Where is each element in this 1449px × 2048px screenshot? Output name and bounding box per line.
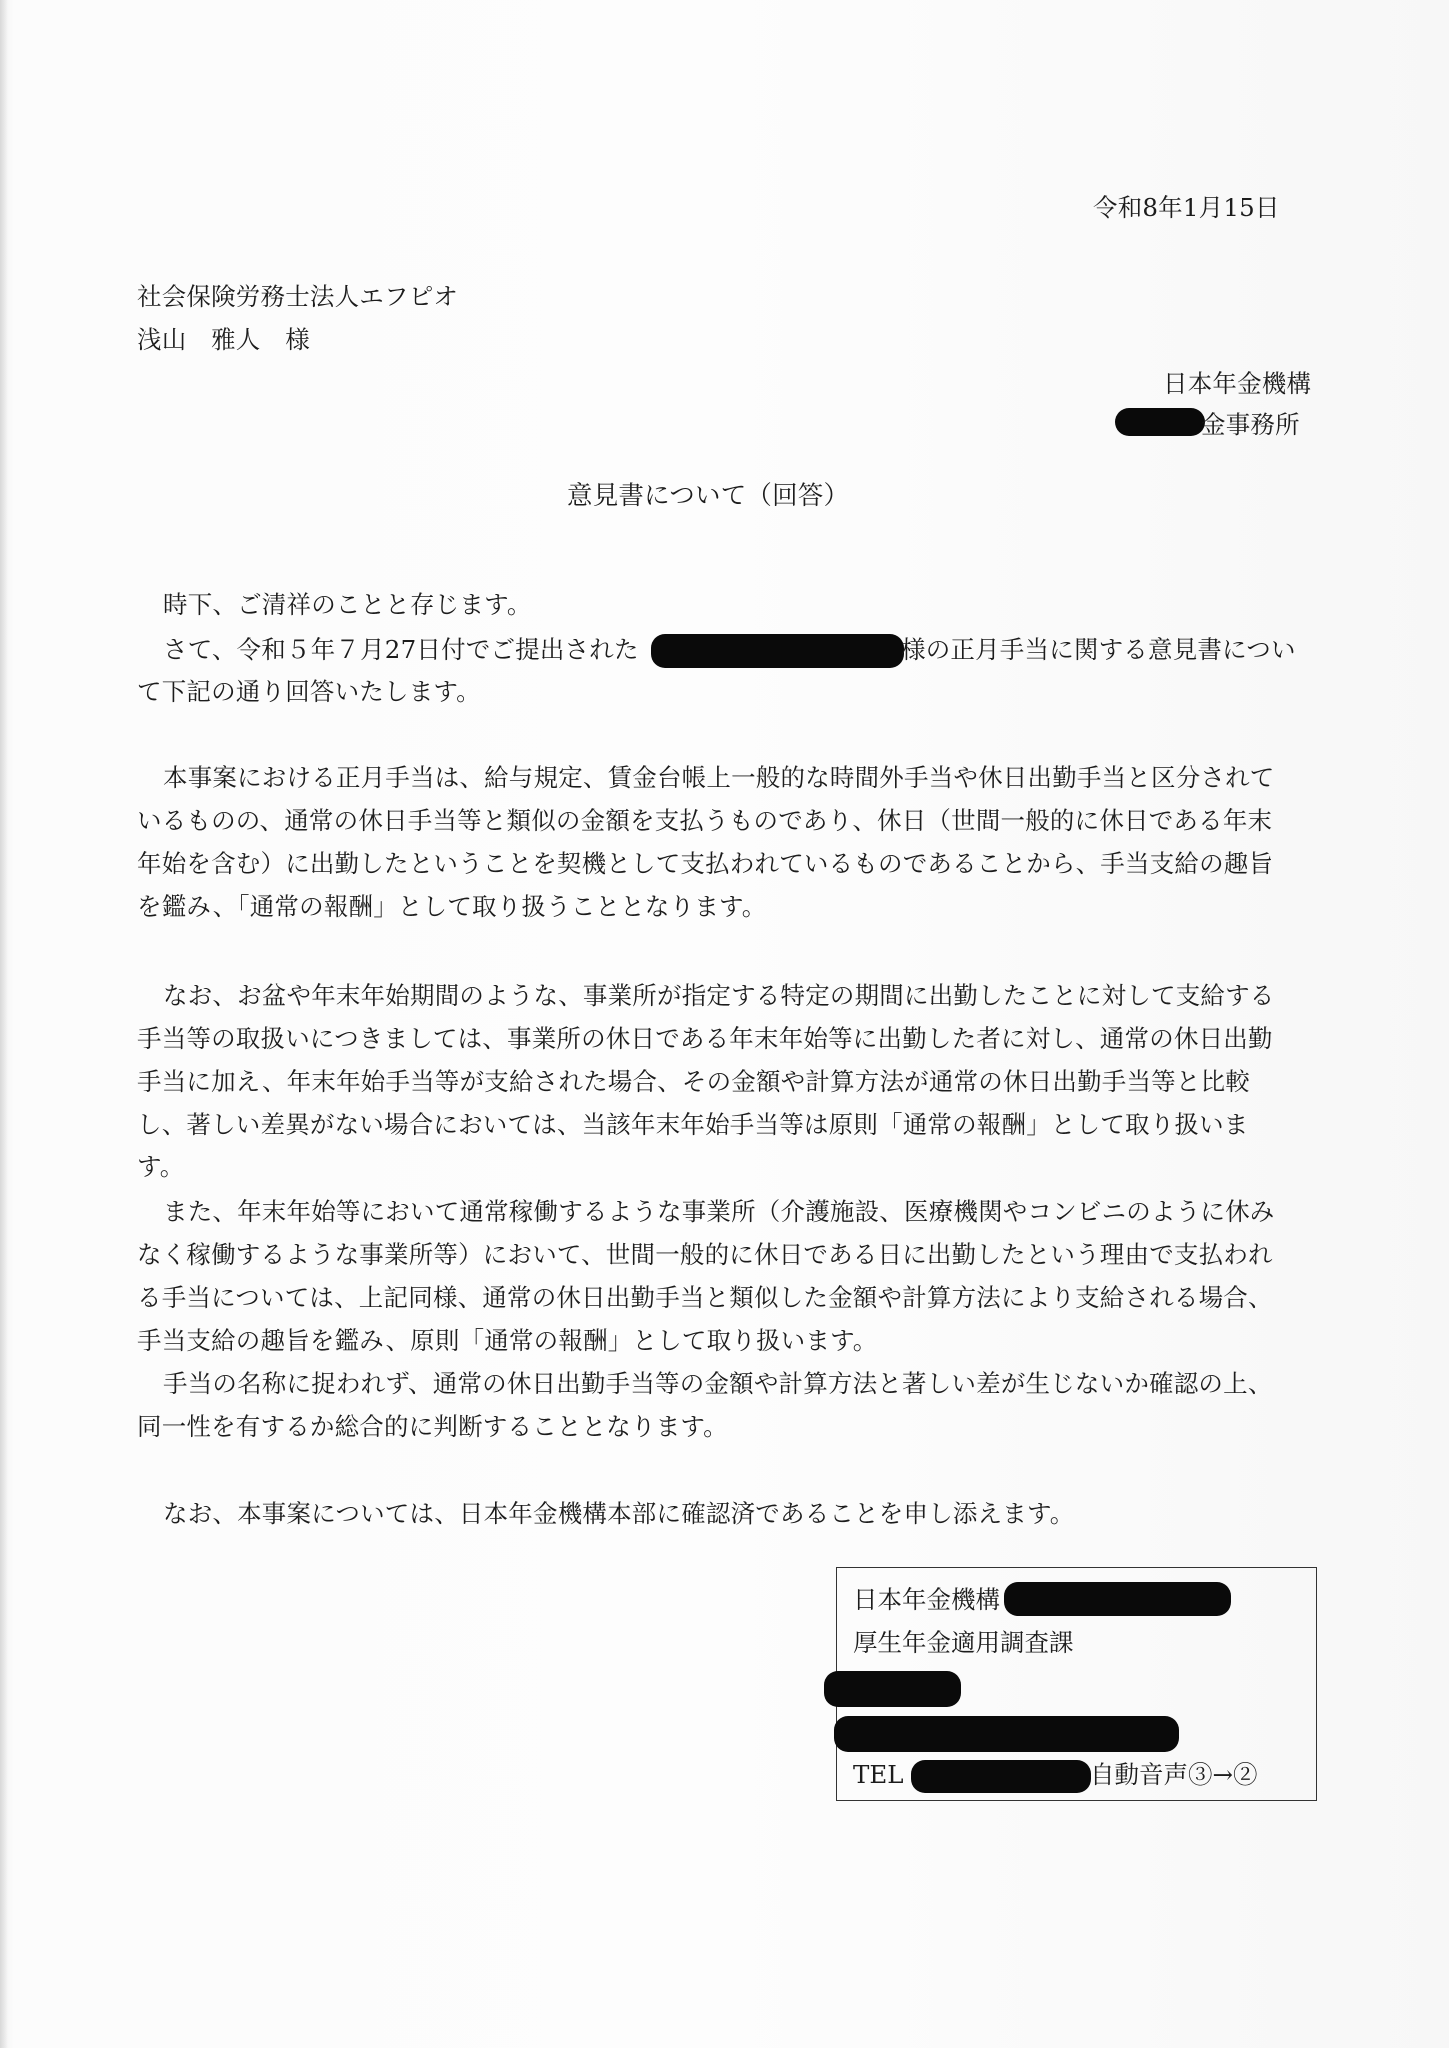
redaction-office-name — [1115, 408, 1205, 436]
redaction-company-name — [651, 634, 904, 668]
intro-line-1b: 様の正月手当に関する意見書につい — [901, 635, 1296, 664]
intro-line-1a: さて、令和５年７月27日付でご提出された — [163, 635, 639, 664]
p1-line: 本事案における正月手当は、給与規定、賃金台帳上一般的な時間外手当や休日出勤手当と区分されて — [163, 763, 1275, 792]
contact-dept: 厚生年金適用調査課 — [853, 1628, 1074, 1657]
redaction-tel-number — [911, 1760, 1091, 1793]
p2-line: 手当に加え、年末年始手当等が支給された場合、その金額や計算方法が通常の休日出勤手当等と比較 — [137, 1067, 1250, 1096]
sender-office: 金事務所 — [1201, 410, 1300, 439]
intro-line-2: て下記の通り回答いたします。 — [137, 677, 481, 706]
redaction-contact-office — [1004, 1582, 1231, 1616]
p2-line: 同一性を有するか総合的に判断することとなります。 — [137, 1412, 728, 1441]
sender-org: 日本年金機構 — [1163, 369, 1312, 398]
p1-line: を鑑み、「通常の報酬」として取り扱うこととなります。 — [137, 892, 767, 921]
closing-line: なお、本事案については、日本年金機構本部に確認済であることを申し添えます。 — [163, 1499, 1075, 1528]
contact-tel-label: TEL — [853, 1760, 904, 1789]
p2-line: 手当の名称に捉われず、通常の休日出勤手当等の金額や計算方法と著しい差が生じないか確認の上、 — [163, 1369, 1273, 1398]
contact-org: 日本年金機構 — [853, 1585, 1000, 1614]
p2-line: なく稼働するような事業所等）において、世間一般的に休日である日に出勤したという理由で支払われ — [137, 1240, 1273, 1269]
p2-line: また、年末年始等において通常稼働するような事業所（介護施設、医療機関やコンビニのように休み — [163, 1197, 1275, 1226]
contact-tel-suffix: 自動音声③→② — [1090, 1760, 1258, 1789]
recipient-org: 社会保険労務士法人エフピオ — [137, 282, 459, 311]
greeting: 時下、ご清祥のことと存じます。 — [163, 590, 532, 619]
contact-box — [836, 1567, 1317, 1801]
p2-line: し、著しい差異がない場合においては、当該年末年始手当等は原則「通常の報酬」として取り扱いま — [137, 1110, 1249, 1139]
p2-line: なお、お盆や年末年始期間のような、事業所が指定する特定の期間に出勤したことに対して支給する — [163, 981, 1275, 1010]
p1-line: 年始を含む）に出勤したということを契機として支払われているものであることから、手当支給の趣旨 — [137, 849, 1274, 878]
letter-title: 意見書について（回答） — [567, 481, 850, 511]
scan-edge-shadow — [0, 0, 8, 2048]
redaction-contact-address — [834, 1716, 1179, 1752]
p1-line: いるものの、通常の休日手当等と類似の金額を支払うものであり、休日（世間一般的に休日である年末 — [137, 806, 1273, 835]
p2-line: 手当等の取扱いにつきましては、事業所の休日である年末年始等に出勤した者に対し、通常の休日出勤 — [137, 1024, 1273, 1053]
p2-line: る手当については、上記同様、通常の休日出勤手当と類似した金額や計算方法により支給される場合、 — [137, 1283, 1273, 1312]
recipient-name: 浅山 雅人 様 — [137, 325, 310, 354]
p2-line: 手当支給の趣旨を鑑み、原則「通常の報酬」として取り扱います。 — [137, 1326, 878, 1355]
redaction-contact-person — [824, 1671, 961, 1707]
p2-line: す。 — [137, 1152, 185, 1181]
letter-date: 令和8年1月15日 — [1093, 193, 1280, 222]
